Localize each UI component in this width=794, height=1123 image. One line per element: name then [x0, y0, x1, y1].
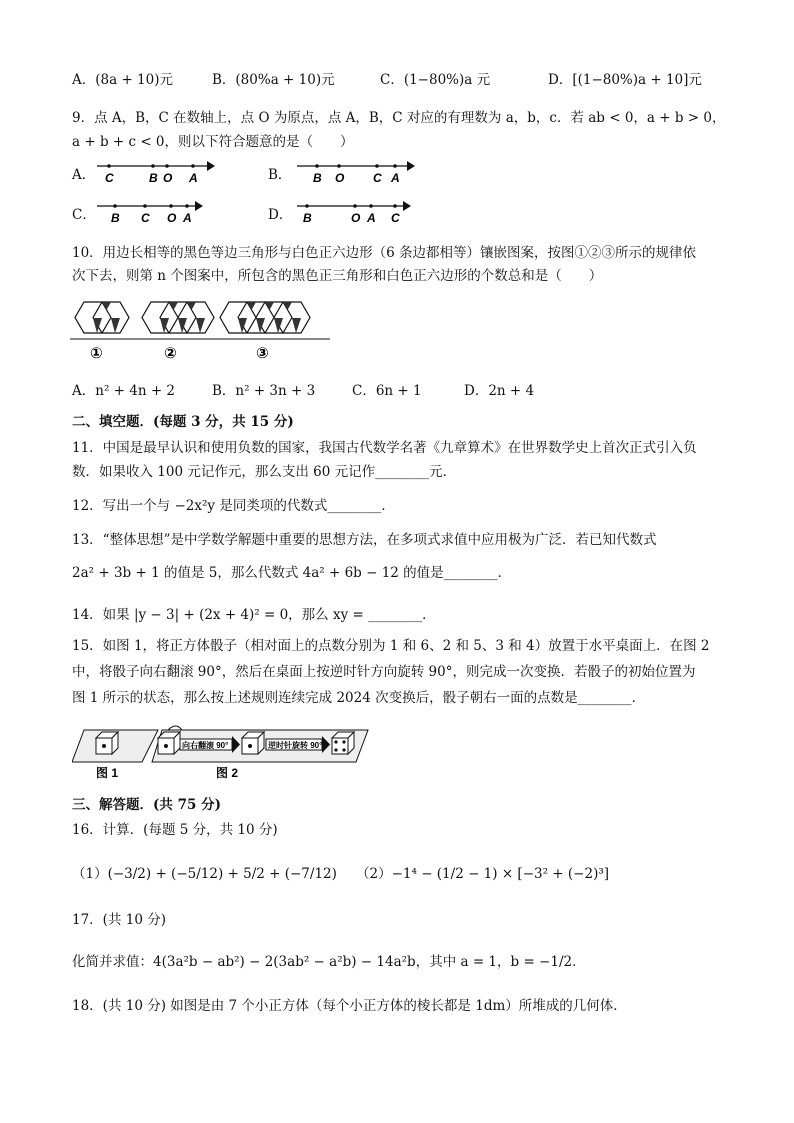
q12: 12．写出一个与 −2x²y 是同类项的代数式________．	[72, 498, 395, 514]
q9b-label-o: O	[335, 171, 345, 185]
arrow-rotate-ccw	[266, 736, 330, 753]
q9-stem-line2: a + b + c < 0，则以下符合题意的是（ ）	[72, 134, 354, 150]
q9a-label-a: A	[189, 171, 198, 185]
q10-figure-1	[75, 302, 129, 333]
q11-line1: 11．中国是最早认识和使用负数的国家，我国古代数学名著《九章算术》在世界数学史上首次正式引入负	[72, 440, 697, 456]
q15-dice-figure	[72, 720, 372, 780]
q10-option-c: C．6n + 1	[352, 383, 422, 399]
q9d-label-c: C	[391, 211, 400, 225]
q14: 14．如果 |y − 3| + (2x + 4)² = 0，那么 xy = ________．	[72, 607, 436, 623]
q9-number-line-b	[295, 158, 420, 188]
q10-fig-label-2: ②	[164, 345, 177, 362]
q9-option-d-label: D．	[268, 207, 293, 223]
q8-option-a: A．(8a + 10)元	[72, 72, 173, 88]
q9b-label-b: B	[313, 171, 322, 185]
q17-body: 化简并求值：4(3a²b − ab²) − 2(3ab² − a²b) − 14a²b，其中 a = 1，b = −1/2．	[72, 954, 586, 970]
q10-option-d: D．2n + 4	[464, 383, 535, 399]
q17-title: 17．(共 10 分)	[72, 912, 166, 928]
q10-fig-label-1: ①	[90, 345, 103, 362]
q9a-label-c: C	[105, 171, 114, 185]
fig2-die-middle	[242, 732, 264, 754]
q9-option-a-label: A．	[72, 167, 96, 183]
q8-option-b: B．(80%a + 10)元	[212, 72, 335, 88]
section3-title: 三、解答题．(共 75 分)	[72, 797, 221, 813]
q9c-label-a: A	[183, 211, 192, 225]
q9c-label-o: O	[167, 211, 177, 225]
q10-tessellation-figures	[70, 292, 330, 364]
fig1-die	[96, 732, 118, 754]
fig2-label: 图 2	[216, 766, 239, 780]
q9b-label-a: A	[391, 171, 400, 185]
fig1-label: 图 1	[96, 766, 119, 780]
q9a-label-b: B	[149, 171, 158, 185]
q9-number-line-d	[295, 198, 420, 228]
arrow-roll-right	[180, 736, 240, 753]
section2-title: 二、填空题．(每题 3 分，共 15 分)	[72, 414, 294, 430]
q16-part2: （2）−1⁴ − (1/2 − 1) × [−3² + (−2)³]	[356, 866, 610, 882]
q9-option-c-label: C．	[72, 207, 96, 223]
q15-line2: 中，将骰子向右翻滚 90°，然后在桌面上按逆时针方向旋转 90°，则完成一次变换．若骰子的初始位置为	[72, 664, 696, 680]
q10-figure-2	[142, 302, 214, 333]
arrow2-text: 逆时针旋转 90°	[268, 741, 323, 750]
q9d-label-a: A	[367, 211, 376, 225]
q15-line3: 图 1 所示的状态，那么按上述规则连续完成 2024 次变换后，骰子朝右一面的点数是________．	[72, 690, 646, 706]
q10-stem-line2: 次下去，则第 n 个图案中，所包含的黑色正三角形和白色正六边形的个数总和是（ ）	[72, 268, 603, 284]
q9-number-line-a	[95, 158, 220, 188]
q13-line2: 2a² + 3b + 1 的值是 5，那么代数式 4a² + 6b − 12 的值是________．	[72, 565, 512, 581]
q15-line1: 15．如图 1，将正方体骰子（相对面上的点数分别为 1 和 6、2 和 5、3 和 4）放置于水平桌面上．在图 2	[72, 638, 710, 654]
q18: 18．(共 10 分) 如图是由 7 个小正方体（每个小正方体的棱长都是 1dm）所堆成的几何体．	[72, 998, 627, 1014]
fig2-die-end	[332, 732, 354, 754]
q10-figure-3	[220, 302, 310, 333]
q9a-label-o: O	[163, 171, 173, 185]
q9b-label-c: C	[373, 171, 382, 185]
q9-option-b-label: B．	[268, 167, 292, 183]
q9c-label-c: C	[141, 211, 150, 225]
q16-part1: （1）(−3/2) + (−5/12) + 5/2 + (−7/12)	[72, 866, 337, 882]
q8-option-d: D．[(1−80%)a + 10]元	[548, 72, 702, 88]
q10-option-a: A．n² + 4n + 2	[72, 383, 176, 399]
q9-number-line-c	[95, 198, 220, 228]
q13-line1: 13．“整体思想”是中学数学解题中重要的思想方法，在多项式求值中应用极为广泛．若已知代数式	[72, 532, 657, 548]
q9d-label-o: O	[351, 211, 361, 225]
arrow1-text: 向右翻滚 90°	[182, 741, 229, 750]
q16-title: 16．计算．(每题 5 分，共 10 分)	[72, 822, 278, 838]
q9c-label-b: B	[111, 211, 120, 225]
q11-line2: 数．如果收入 100 元记作元，那么支出 60 元记作________元．	[72, 464, 457, 480]
q8-option-c: C．(1−80%)a 元	[380, 72, 491, 88]
q10-stem-line1: 10．用边长相等的黑色等边三角形与白色正六边形（6 条边都相等）镶嵌图案，按图①②③所示的规律依	[72, 245, 697, 261]
q10-fig-label-3: ③	[256, 345, 269, 362]
q9d-label-b: B	[303, 211, 312, 225]
q9-stem-line1: 9．点 A，B，C 在数轴上，点 O 为原点，点 A，B，C 对应的有理数为 a，b，c．若 ab < 0，a + b > 0，	[72, 110, 726, 126]
q10-option-b: B．n² + 3n + 3	[212, 383, 316, 399]
